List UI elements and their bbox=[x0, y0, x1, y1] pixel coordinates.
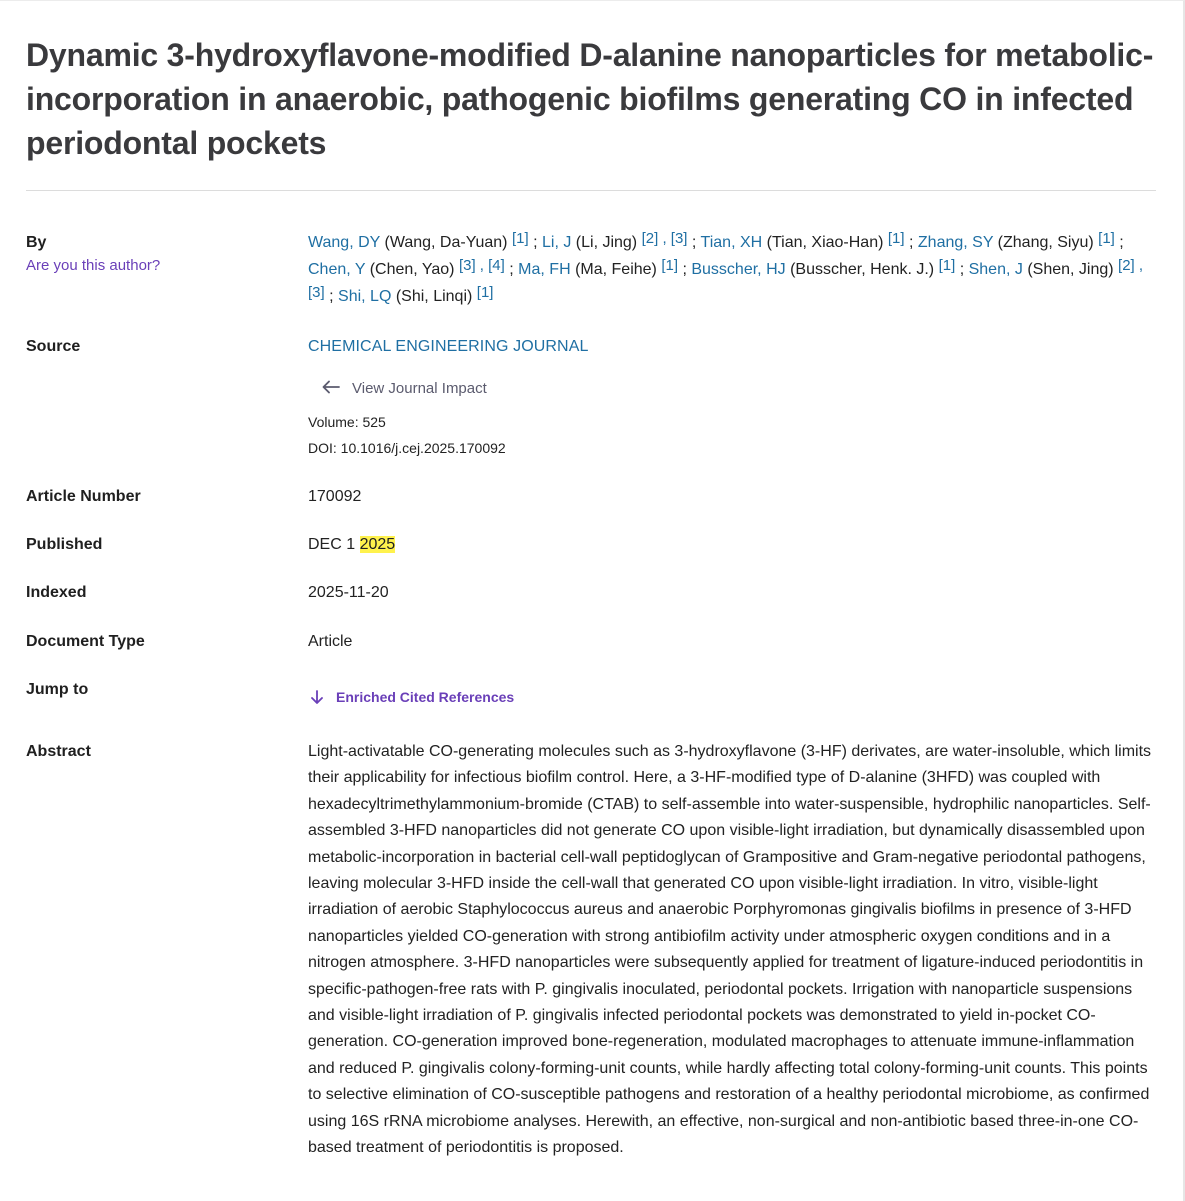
affiliation-refs bbox=[512, 230, 529, 247]
affiliation-refs bbox=[661, 257, 678, 274]
author-full-name: (Zhang, Siyu) bbox=[997, 234, 1094, 251]
source-label: Source bbox=[26, 338, 81, 355]
doi: DOI: 10.1016/j.cej.2025.170092 bbox=[308, 440, 506, 456]
page-title: Dynamic 3-hydroxyflavone-modified D-alanine nanoparticles for metabolic-incorporation in anaerobic, pathogenic biofilms generating CO in infected periodontal pockets bbox=[26, 37, 1154, 161]
author-item: Tian, XH (Tian, Xiao-Han) [1] ; bbox=[700, 230, 918, 251]
author-item: Shen, J (Shen, Jing) [2] , [3] ; bbox=[308, 257, 1144, 305]
author-link[interactable]: Tian, XH bbox=[700, 234, 763, 251]
indexed-label: Indexed bbox=[26, 584, 87, 601]
author-full-name: (Li, Jing) bbox=[575, 234, 638, 251]
affiliation-ref-link[interactable]: [4] bbox=[488, 257, 505, 274]
author-item: Wang, DY (Wang, Da-Yuan) [1] ; bbox=[308, 230, 542, 251]
author-full-name: (Tian, Xiao-Han) bbox=[766, 234, 884, 251]
title-divider bbox=[26, 190, 1156, 191]
affiliation-ref-link[interactable]: [3] bbox=[458, 257, 476, 274]
author-full-name: (Busscher, Henk. J.) bbox=[790, 261, 935, 278]
author-full-name: (Wang, Da-Yuan) bbox=[384, 234, 508, 251]
affiliation-ref-link[interactable]: [3] bbox=[670, 230, 688, 247]
document-type-value: Article bbox=[308, 633, 353, 650]
journal-name[interactable]: CHEMICAL ENGINEERING JOURNAL bbox=[308, 338, 589, 355]
affiliation-ref-link[interactable]: [1] bbox=[938, 257, 956, 274]
enriched-cited-references-label: Enriched Cited References bbox=[336, 689, 515, 705]
enriched-cited-references-link[interactable] bbox=[310, 687, 514, 707]
author-link[interactable]: Ma, FH bbox=[518, 261, 571, 278]
author-link[interactable]: Shi, LQ bbox=[338, 288, 392, 305]
affiliation-ref-link[interactable]: [2] bbox=[1118, 257, 1135, 274]
affiliation-ref-link[interactable]: [1] bbox=[661, 257, 679, 274]
affiliation-ref-link[interactable]: [1] bbox=[1098, 230, 1115, 247]
affiliation-refs bbox=[477, 284, 494, 301]
author-link[interactable]: Chen, Y bbox=[308, 261, 366, 278]
jump-to-label: Jump to bbox=[26, 681, 89, 698]
are-you-this-author-link[interactable]: Are you this author? bbox=[26, 257, 161, 274]
arrow-down-icon bbox=[310, 690, 324, 704]
affiliation-ref-link[interactable]: [2] bbox=[641, 230, 659, 247]
published-year-highlight: 2025 bbox=[359, 536, 396, 553]
author-item: Chen, Y (Chen, Yao) [3] , [4] ; bbox=[308, 257, 519, 278]
view-journal-impact-button[interactable] bbox=[322, 378, 487, 400]
published-value bbox=[308, 534, 395, 556]
affiliation-refs bbox=[939, 257, 956, 274]
arrow-left-icon bbox=[322, 380, 340, 394]
author-list bbox=[308, 229, 1158, 310]
author-item: Busscher, HJ (Busscher, Henk. J.) [1] ; bbox=[691, 257, 969, 278]
author-link[interactable]: Busscher, HJ bbox=[691, 261, 786, 278]
document-type-label: Document Type bbox=[26, 633, 145, 650]
affiliation-ref-link[interactable]: [1] bbox=[511, 230, 529, 247]
author-link[interactable]: Zhang, SY bbox=[917, 234, 994, 251]
affiliation-refs bbox=[1098, 230, 1115, 247]
author-link[interactable]: Li, J bbox=[541, 234, 572, 251]
by-label: By bbox=[26, 234, 47, 251]
published-label: Published bbox=[26, 536, 103, 553]
author-link[interactable]: Wang, DY bbox=[308, 234, 381, 251]
author-full-name: (Chen, Yao) bbox=[369, 261, 455, 278]
affiliation-refs: [2] , [3] bbox=[641, 230, 688, 247]
view-journal-impact-label: View Journal Impact bbox=[352, 380, 487, 397]
affiliation-refs: [2] , [3] bbox=[308, 257, 1144, 301]
affiliation-ref-link[interactable]: [3] bbox=[308, 284, 325, 301]
affiliation-ref-link[interactable]: [1] bbox=[887, 230, 905, 247]
abstract-label: Abstract bbox=[26, 743, 91, 760]
abstract-text: Light-activatable CO-generating molecules such as 3-hydroxyflavone (3-HF) derivates, are water-insoluble, which limits their applicability for infectious biofilm control. Here, a 3-HF-modified type of D-alanine (3HFD) was coupled with hexadecyltrimethylammonium-bromide (CTAB) to self-assemble into water-suspensible, hydrophilic nanoparticles. Self-assembled 3-HFD nanoparticles did not generate CO upon visible-light irradiation, but dynamically disassembled upon metabolic-incorporation in bacterial cell-wall peptidoglycan of Grampositive and Gram-negative periodontal pathogens, leaving molecular 3-HFD inside the cell-wall that generated CO upon visible-light irradiation. In vitro, visible-light irradiation of aerobic Staphylococcus aureus and anaerobic Porphyromonas gingivalis biofilms in presence of 3-HFD nanoparticles yielded CO-generation with strong antibiofilm activity under atmospheric oxygen conditions and in a nitrogen atmosphere. 3-HFD nanoparticles were subsequently applied for treatment of ligature-induced periodontitis in specific-pathogen-free rats with P. gingivalis inoculated, periodontal pockets. Irrigation with nanoparticle suspensions and visible-light irradiation of P. gingivalis infected periodontal pockets was demonstrated to yield in-pocket CO-generation. CO-generation improved bone-regeneration, modulated macrophages to attenuate immune-inflammation and reduced P. gingivalis colony-forming-unit counts, while hardly affecting total colony-forming-unit counts. This points to selective elimination of CO-susceptible pathogens and restoration of a healthy periodontal microbiome, as confirmed using 16S rRNA microbiome analyses. Herewith, an effective, non-surgical and non-antibiotic based three-in-one CO-based treatment of periodontitis is proposed. bbox=[308, 743, 1152, 1157]
author-full-name: (Shen, Jing) bbox=[1027, 261, 1114, 278]
article-number-label: Article Number bbox=[26, 488, 141, 505]
published-date: DEC 1 bbox=[308, 536, 360, 553]
author-item: Zhang, SY (Zhang, Siyu) [1] ; bbox=[917, 230, 1124, 251]
journal-link[interactable] bbox=[308, 336, 588, 358]
volume: Volume: 525 bbox=[308, 414, 386, 430]
affiliation-refs bbox=[888, 230, 905, 247]
author-item: Ma, FH (Ma, Feihe) [1] ; bbox=[518, 257, 692, 278]
author-full-name: (Ma, Feihe) bbox=[575, 261, 657, 278]
article-number-value: 170092 bbox=[308, 488, 362, 505]
author-item: Li, J (Li, Jing) [2] , [3] ; bbox=[541, 230, 701, 251]
author-link[interactable]: Shen, J bbox=[968, 261, 1023, 278]
indexed-value: 2025-11-20 bbox=[308, 584, 389, 601]
author-full-name: (Shi, Linqi) bbox=[395, 288, 473, 305]
affiliation-refs: [3] , [4] bbox=[458, 257, 505, 274]
author-item bbox=[338, 284, 494, 305]
affiliation-ref-link[interactable]: [1] bbox=[476, 284, 494, 301]
